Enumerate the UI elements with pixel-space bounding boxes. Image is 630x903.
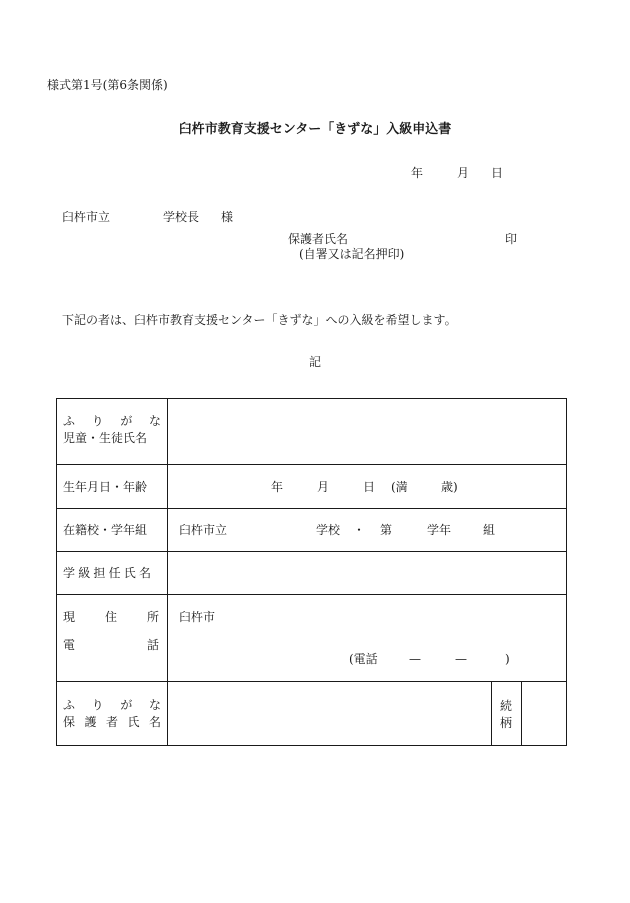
relation-value-divider [521, 681, 522, 745]
student-name-label: 児童・生徒氏名 [63, 431, 148, 445]
row-divider [57, 551, 566, 552]
guardian-name-field[interactable] [169, 683, 489, 743]
label-column-divider [167, 399, 168, 745]
phone-open-label: (電話 [349, 652, 378, 666]
student-name-field[interactable] [169, 401, 565, 462]
page-title: 臼杵市教育支援センター「きずな」入級申込書 [178, 122, 452, 137]
age-open-label: (満 [391, 480, 408, 494]
addressee-city-school: 臼杵市立 [62, 210, 111, 224]
school-city-label: 臼杵市立 [179, 523, 228, 537]
row-divider [57, 508, 566, 509]
ki-heading: 記 [309, 355, 322, 369]
row-divider [57, 681, 566, 682]
date-month-label: 月 [457, 166, 470, 180]
addressee-principal: 学校長 [163, 210, 200, 224]
grade-label: 学年 [427, 523, 452, 537]
addressee-honorific: 様 [221, 210, 234, 224]
school-grade-label: 在籍校・学年組 [63, 523, 148, 537]
school-separator: ・ [353, 523, 366, 537]
relation-label: 続柄 [500, 699, 513, 730]
address-city-label: 臼杵市 [179, 610, 216, 624]
relation-column-divider [491, 681, 492, 745]
address-label: 現 住 所 [63, 610, 159, 624]
relation-field[interactable] [523, 683, 565, 743]
phone-dash-1: — [409, 652, 421, 666]
grade-prefix-label: 第 [380, 523, 393, 537]
application-table [56, 398, 567, 746]
homeroom-teacher-field[interactable] [169, 553, 565, 592]
application-statement: 下記の者は、臼杵市教育支援センター「きずな」への入級を希望します。 [62, 313, 457, 327]
homeroom-teacher-label: 学 級 担 任 氏 名 [63, 566, 151, 580]
birth-day-label: 日 [363, 480, 376, 494]
class-label: 組 [483, 523, 496, 537]
phone-dash-2: — [455, 652, 467, 666]
age-close-label: 歳) [441, 480, 458, 494]
school-suffix-label: 学校 [316, 523, 341, 537]
phone-close-label: ) [505, 652, 510, 666]
guardian-furigana-label: ふ り が な [63, 698, 161, 712]
phone-label: 電 話 [63, 638, 159, 652]
signature-note: (自署又は記名押印) [299, 247, 405, 261]
form-number: 様式第1号(第6条関係) [47, 78, 168, 92]
row-divider [57, 594, 566, 595]
guardian-name-table-label: 保 護 者 氏 名 [63, 715, 161, 729]
school-grade-field[interactable] [169, 510, 565, 549]
birth-month-label: 月 [317, 480, 330, 494]
birth-year-label: 年 [271, 480, 284, 494]
birthdate-label: 生年月日・年齢 [63, 480, 148, 494]
address-field[interactable] [169, 596, 565, 679]
date-year-label: 年 [411, 166, 424, 180]
student-furigana-label: ふ り が な [63, 414, 161, 428]
row-divider [57, 464, 566, 465]
guardian-name-label: 保護者氏名 [288, 232, 349, 246]
date-day-label: 日 [491, 166, 504, 180]
seal-mark: 印 [505, 232, 518, 246]
